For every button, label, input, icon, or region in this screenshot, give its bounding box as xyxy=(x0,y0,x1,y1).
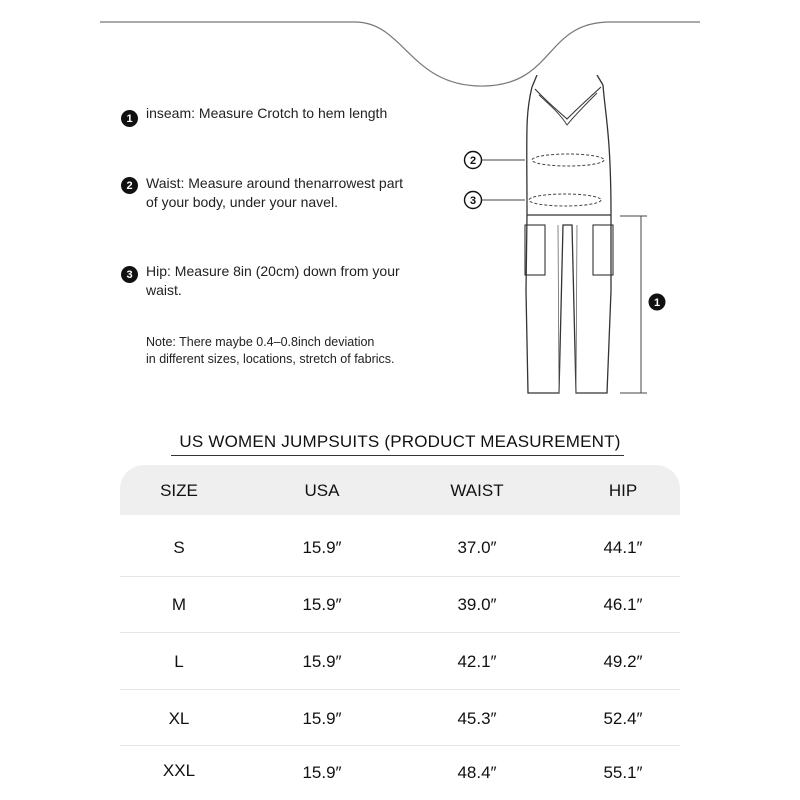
top-wave-divider xyxy=(0,0,800,110)
row-divider xyxy=(120,576,680,577)
header-usa: USA xyxy=(304,481,340,500)
header-size: SIZE xyxy=(160,481,198,500)
instruction-hip-line2: waist. xyxy=(146,282,182,298)
cell-hip-s: 44.1″ xyxy=(603,538,643,557)
figure-marker-1: 1 xyxy=(653,297,661,309)
row-divider xyxy=(120,632,680,633)
cell-hip-xl: 52.4″ xyxy=(603,709,643,728)
header-waist: WAIST xyxy=(450,481,504,500)
cell-size-xxl: XXL xyxy=(162,761,196,780)
cell-hip-m: 46.1″ xyxy=(603,595,643,614)
cell-usa-xxl: 15.9″ xyxy=(302,763,342,782)
number-badge-1: 1 xyxy=(121,110,138,127)
header-hip: HIP xyxy=(608,481,638,500)
note-line1: Note: There maybe 0.4–0.8inch deviation xyxy=(146,335,375,349)
cell-size-s: S xyxy=(173,538,185,557)
jumpsuit-outline-icon xyxy=(455,75,680,405)
row-divider xyxy=(120,745,680,746)
cell-size-m: M xyxy=(171,595,187,614)
cell-size-l: L xyxy=(174,652,184,671)
note-line2: in different sizes, locations, stretch of fabrics. xyxy=(146,352,395,366)
number-badge-3: 3 xyxy=(121,266,138,283)
table-title: US WOMEN JUMPSUITS (PRODUCT MEASUREMENT) xyxy=(179,432,621,451)
instruction-waist-line1: Waist: Measure around thenarrowest part xyxy=(146,175,404,191)
number-badge-2: 2 xyxy=(121,177,138,194)
cell-waist-m: 39.0″ xyxy=(457,595,497,614)
cell-usa-xl: 15.9″ xyxy=(302,709,342,728)
row-divider xyxy=(120,689,680,690)
figure-marker-3: 3 xyxy=(469,195,477,207)
figure-marker-2: 2 xyxy=(469,155,477,167)
cell-waist-xxl: 48.4″ xyxy=(457,763,497,782)
instruction-waist-line2: of your body, under your navel. xyxy=(146,194,338,210)
cell-hip-xxl: 55.1″ xyxy=(603,763,643,782)
instruction-waist xyxy=(146,174,403,212)
instruction-hip-line1: Hip: Measure 8in (20cm) down from your xyxy=(146,263,400,279)
cell-waist-l: 42.1″ xyxy=(457,652,497,671)
cell-size-xl: XL xyxy=(168,709,190,728)
cell-waist-xl: 45.3″ xyxy=(457,709,497,728)
deviation-note xyxy=(146,334,395,368)
cell-usa-s: 15.9″ xyxy=(302,538,342,557)
cell-usa-l: 15.9″ xyxy=(302,652,342,671)
cell-waist-s: 37.0″ xyxy=(457,538,497,557)
instruction-inseam: inseam: Measure Crotch to hem length xyxy=(146,105,388,121)
table-title-underline xyxy=(171,455,624,456)
instruction-hip xyxy=(146,262,400,300)
cell-hip-l: 49.2″ xyxy=(603,652,643,671)
cell-usa-m: 15.9″ xyxy=(302,595,342,614)
